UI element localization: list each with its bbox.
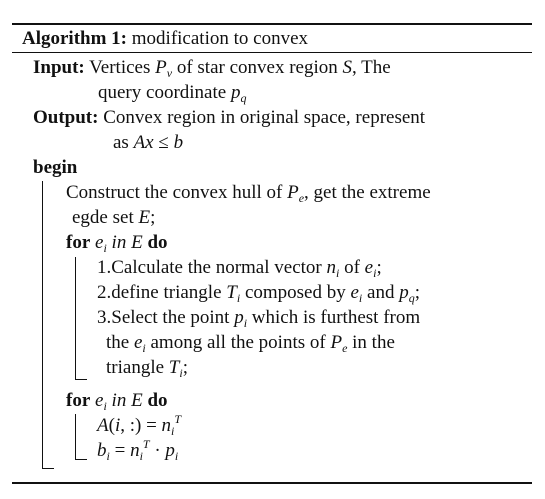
begin-keyword: begin [33,157,78,178]
loop-1-step-2: 2.define triangle $T_i$ composed by $e_i$ and $p_q$; [97,282,420,305]
input-line-1 [33,57,391,79]
output-line-2: as Ax ≤ b [113,132,184,153]
top-rule [12,23,532,25]
input-line-2: query coordinate $p_q$ [98,82,247,105]
loop-1-bar [75,257,76,380]
begin-block-foot [42,468,54,469]
algorithm-caption [22,28,308,50]
loop-2-foot [75,459,87,460]
construct-line-2: egde set E; [72,207,156,228]
for-loop-1-header: for $e_i$ in E do [66,232,168,255]
algorithm-title: modification to convex [131,28,308,49]
loop-2-assign-b: $b_i = n_i^T \cdot p_i$ [97,437,179,463]
caption-rule [12,52,532,53]
begin-block-bar [42,181,43,469]
loop-1-step-3-cont-1: the $e_i$ among all the points of $P_e$ in the [106,332,395,355]
input-label: Input: [33,57,85,78]
output-text-1: Convex region in original space, represent [103,107,426,128]
loop-1-foot [75,379,87,380]
output-line-1 [33,107,425,129]
loop-2-assign-a: A(i, :) = $n_i^T$ [97,412,182,438]
loop-1-step-3-cont-2: triangle $T_i$; [106,357,188,380]
construct-line-1: Construct the convex hull of $P_e$, get the extreme [66,182,431,205]
loop-2-bar [75,414,76,460]
loop-1-step-1: 1.Calculate the normal vector $n_i$ of $e_i$; [97,257,382,280]
output-label: Output: [33,107,99,128]
for-loop-2-header: for $e_i$ in E do [66,390,168,413]
bottom-rule [12,482,532,484]
input-text-1: Vertices $P_v$ of star convex region S, The [89,57,391,80]
algorithm-label: Algorithm 1: [22,28,128,49]
loop-1-step-3: 3.Select the point $p_i$ which is furthest from [97,307,421,330]
